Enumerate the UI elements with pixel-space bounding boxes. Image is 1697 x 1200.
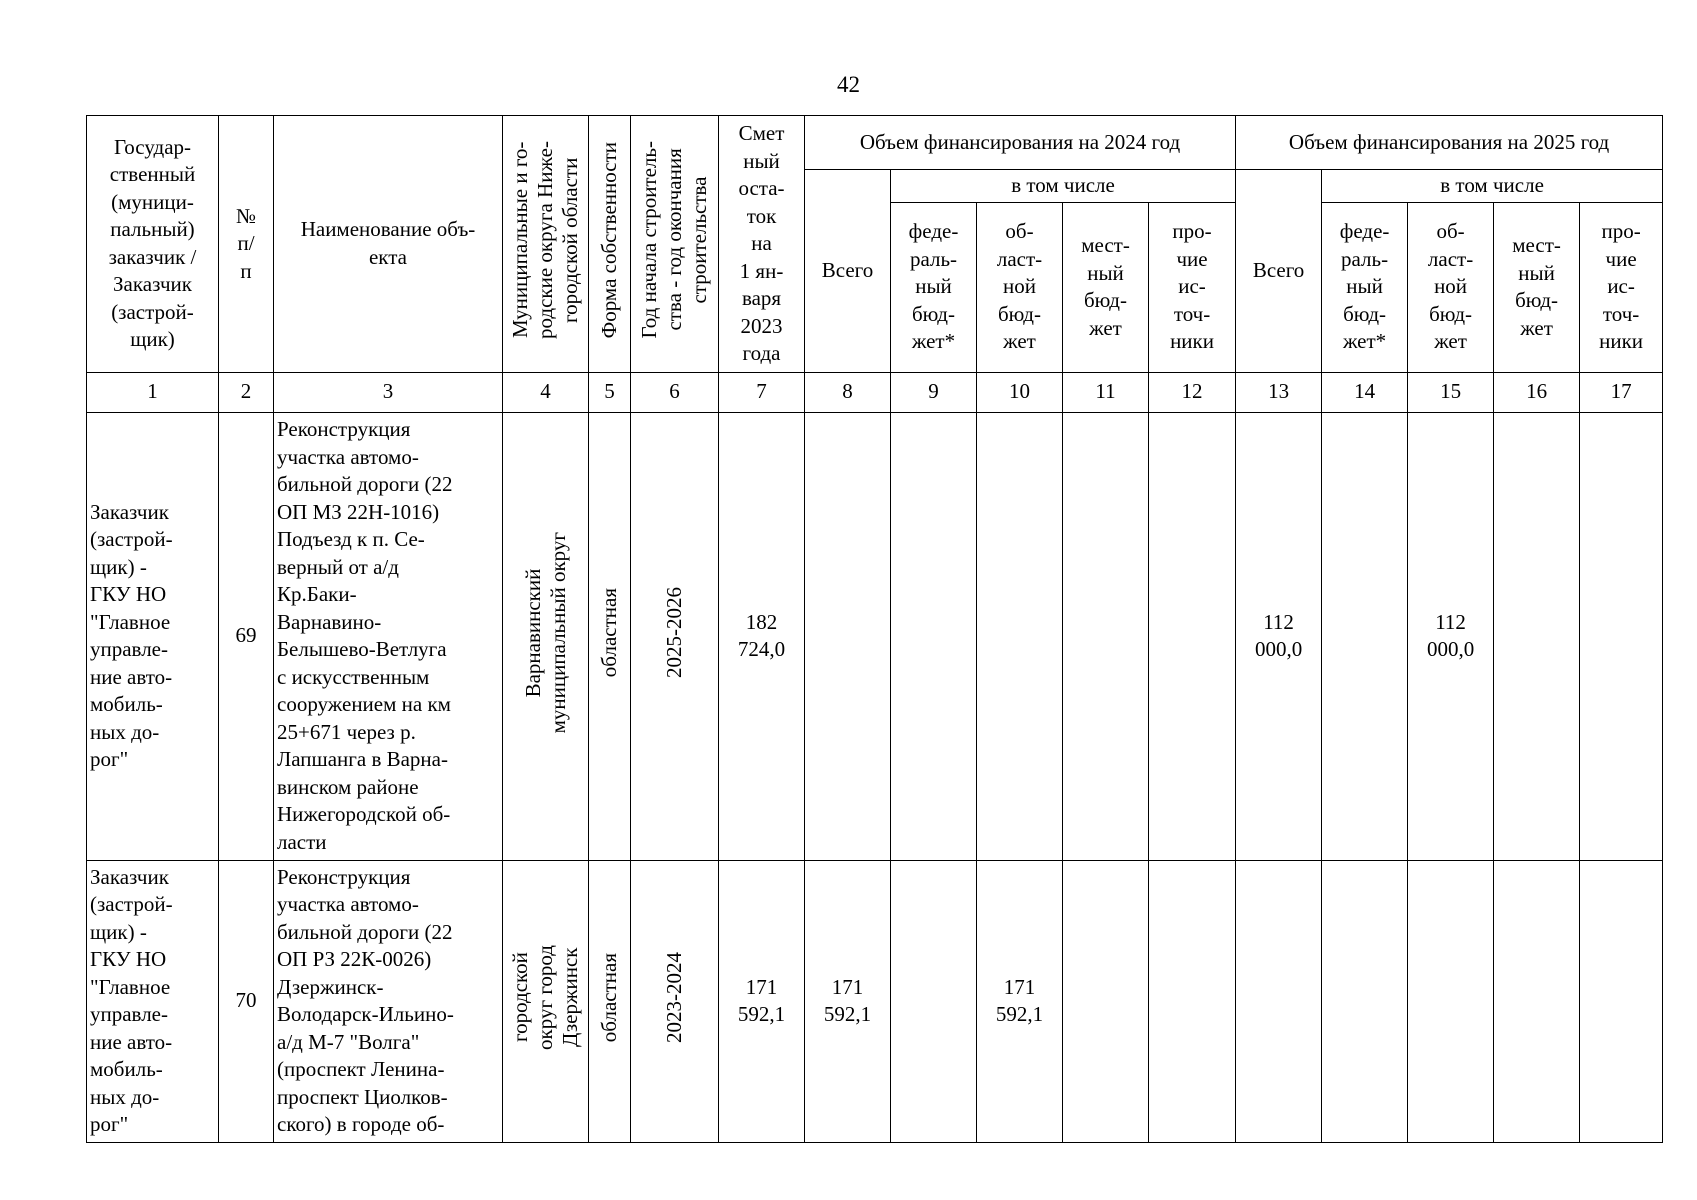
column-number: 15 (1408, 372, 1494, 412)
table-row (87, 860, 1663, 1142)
financing-table (86, 115, 1663, 1143)
cell-2025-regional (1408, 860, 1494, 1142)
cell-2024-federal (891, 412, 977, 860)
cell-2024-total: 171 592,1 (805, 860, 891, 1142)
cell-object-name: Реконструкция участка автомо- бильной дороги (22 ОП РЗ 22К-0026) Дзержинск- Володарск-Ильино- а/д М-7 "Волга" (проспект Ленина- проспект Циолков- ского) в городе об- (274, 860, 503, 1142)
column-number: 11 (1063, 372, 1149, 412)
cell-2025-total (1236, 860, 1322, 1142)
cell-2025-federal (1322, 412, 1408, 860)
column-number: 9 (891, 372, 977, 412)
column-number: 5 (589, 372, 631, 412)
column-number: 6 (631, 372, 719, 412)
cell-2025-total: 112 000,0 (1236, 412, 1322, 860)
cell-2025-federal (1322, 860, 1408, 1142)
header-2024-regional: об- ласт- ной бюд- жет (977, 202, 1063, 372)
header-municipal: Муниципальные и го- родские округа Ниже- городской области (503, 116, 589, 373)
cell-2024-local (1063, 860, 1149, 1142)
column-number: 1 (87, 372, 219, 412)
header-2025-other: про- чие ис- точ- ники (1580, 202, 1663, 372)
column-number-row (87, 372, 1663, 412)
column-number: 8 (805, 372, 891, 412)
cell-2025-other (1580, 412, 1663, 860)
cell-2024-regional (977, 412, 1063, 860)
header-years: Год начала строитель- ства - год окончания строительства (631, 116, 719, 373)
cell-2025-other (1580, 860, 1663, 1142)
header-num: № п/ п (219, 116, 274, 373)
header-ownership: Форма собственности (589, 116, 631, 373)
column-number: 17 (1580, 372, 1663, 412)
header-2025-regional: об- ласт- ной бюд- жет (1408, 202, 1494, 372)
header-estimate: Смет ный оста- ток на 1 ян- варя 2023 года (719, 116, 805, 373)
cell-2025-local (1494, 412, 1580, 860)
cell-ownership: областная (589, 860, 631, 1142)
column-number: 14 (1322, 372, 1408, 412)
header-2024-total: Всего (805, 170, 891, 373)
cell-ownership: областная (589, 412, 631, 860)
cell-2025-regional: 112 000,0 (1408, 412, 1494, 860)
cell-2024-federal (891, 860, 977, 1142)
column-number: 2 (219, 372, 274, 412)
header-2025-total: Всего (1236, 170, 1322, 373)
page-number: 42 (837, 72, 860, 97)
header-row-1 (87, 116, 1663, 170)
column-number: 4 (503, 372, 589, 412)
cell-years: 2023-2024 (631, 860, 719, 1142)
cell-2024-regional: 171 592,1 (977, 860, 1063, 1142)
column-number: 10 (977, 372, 1063, 412)
column-number: 16 (1494, 372, 1580, 412)
cell-2025-local (1494, 860, 1580, 1142)
cell-num: 69 (219, 412, 274, 860)
cell-years: 2025-2026 (631, 412, 719, 860)
header-2025-local: мест- ный бюд- жет (1494, 202, 1580, 372)
header-fin-2024: Объем финансирования на 2024 год (805, 116, 1236, 170)
header-2024-local: мест- ный бюд- жет (1063, 202, 1149, 372)
cell-object-name: Реконструкция участка автомо- бильной дороги (22 ОП МЗ 22Н-1016) Подъезд к п. Се- верный от а/д Кр.Баки- Варнавино- Белышево-Ветлуга с искусственным сооружением на км 25+671 через р. Лапшанга в Варна- винском районе Нижегородской об- ласти (274, 412, 503, 860)
header-name: Наименование объ- екта (274, 116, 503, 373)
header-2024-other: про- чие ис- точ- ники (1149, 202, 1236, 372)
header-2025-federal: феде- раль- ный бюд- жет* (1322, 202, 1408, 372)
cell-2024-local (1063, 412, 1149, 860)
cell-2024-other (1149, 412, 1236, 860)
cell-estimate: 171 592,1 (719, 860, 805, 1142)
cell-estimate: 182 724,0 (719, 412, 805, 860)
header-2024-federal: феде- раль- ный бюд- жет* (891, 202, 977, 372)
column-number: 13 (1236, 372, 1322, 412)
header-customer: Государ- ственный (муници- пальный) заказчик / Заказчик (застрой- щик) (87, 116, 219, 373)
cell-num: 70 (219, 860, 274, 1142)
cell-customer: Заказчик (застрой- щик) - ГКУ НО "Главное управле- ние авто- мобиль- ных до- рог" (87, 860, 219, 1142)
header-fin-2025: Объем финансирования на 2025 год (1236, 116, 1663, 170)
header-2025-including: в том числе (1322, 170, 1663, 203)
column-number: 12 (1149, 372, 1236, 412)
header-2024-including: в том числе (891, 170, 1236, 203)
cell-2024-other (1149, 860, 1236, 1142)
column-number: 3 (274, 372, 503, 412)
table-row (87, 412, 1663, 860)
cell-customer: Заказчик (застрой- щик) - ГКУ НО "Главное управле- ние авто- мобиль- ных до- рог" (87, 412, 219, 860)
cell-2024-total (805, 412, 891, 860)
cell-municipal: Варнавинский муниципальный округ (503, 412, 589, 860)
column-number: 7 (719, 372, 805, 412)
cell-municipal: городской округ город Дзержинск (503, 860, 589, 1142)
